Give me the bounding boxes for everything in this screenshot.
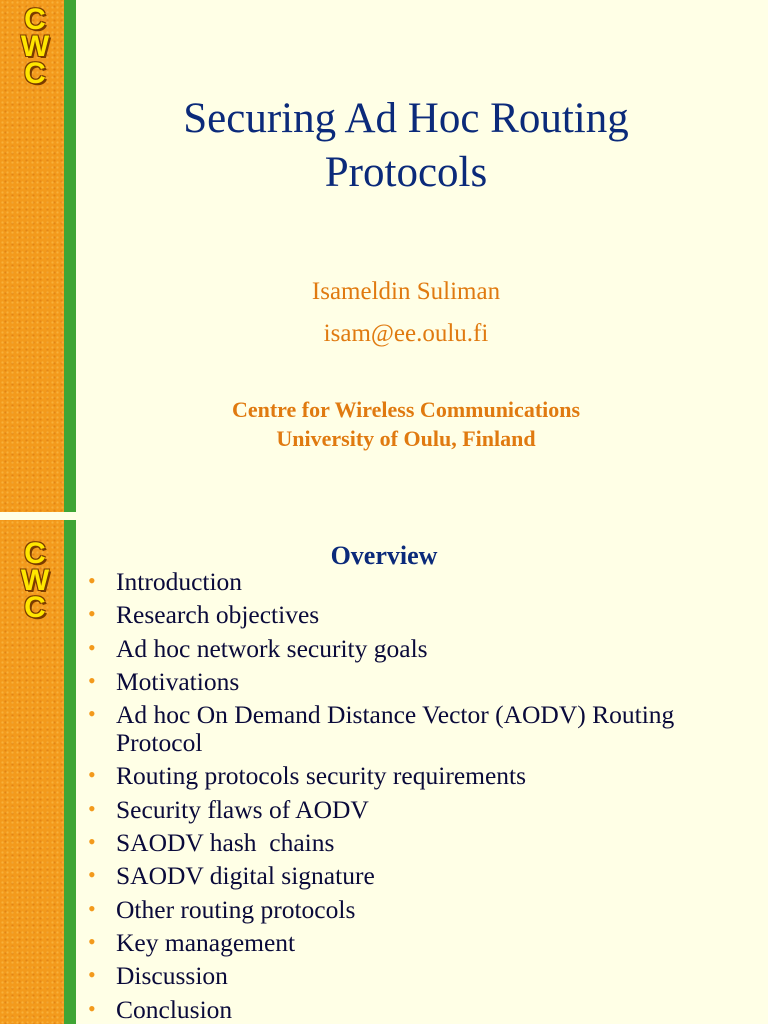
side-green-bar [64,0,76,512]
list-item [88,829,763,857]
organization-line-2: University of Oulu, Finland [276,426,536,451]
logo-letter: W [20,564,50,597]
list-item-label: Ad hoc On Demand Distance Vector (AODV) Routing Protocol [116,700,675,758]
logo-letter: C [24,591,46,624]
title-line-2: Protocols [324,149,488,196]
list-item [88,796,763,824]
list-item [88,862,763,890]
list-item [88,962,763,990]
bullet-dot-icon: • [88,667,96,693]
list-item [88,896,763,924]
logo-letter: W [20,30,50,63]
list-item-label: SAODV digital signature [116,861,375,891]
list-item-label: Other routing protocols [116,894,356,924]
organization-line-1: Centre for Wireless Communications [231,397,581,422]
bullet-dot-icon: • [88,962,96,988]
bullet-dot-icon: • [88,795,96,821]
list-item-label: Routing protocols security requirements [116,761,527,791]
slide-title [76,92,736,200]
bullet-dot-icon: • [88,928,96,954]
author-name: Isameldin Suliman [311,278,501,305]
list-item-label: Motivations [116,666,240,696]
list-item-label: SAODV hash chains [116,828,335,858]
list-item-label: Security flaws of AODV [116,794,369,824]
logo-letter: C [24,57,46,90]
list-item-label: Conclusion [116,994,233,1024]
bullet-dot-icon: • [88,895,96,921]
author-email: isam@ee.oulu.fi [323,320,489,347]
list-item [88,568,763,596]
bullet-dot-icon: • [88,762,96,788]
overview-title: Overview [330,541,438,570]
overview-slide [0,520,768,1024]
list-item [88,701,763,757]
logo-letter: C [24,3,46,36]
bullet-dot-icon: • [88,829,96,855]
title-line-1: Securing Ad Hoc Routing [183,95,629,142]
list-item [88,601,763,629]
overview-list [88,568,763,1024]
bullet-dot-icon: • [88,995,96,1021]
list-item-label: Discussion [116,961,228,991]
bullet-dot-icon: • [88,701,96,727]
bullet-dot-icon: • [88,862,96,888]
list-item-label: Introduction [116,567,243,596]
bullet-dot-icon: • [88,601,96,627]
list-item-label: Ad hoc network security goals [116,633,428,663]
list-item [88,996,763,1024]
organization [76,395,736,453]
bullet-dot-icon: • [88,634,96,660]
list-item [88,668,763,696]
cwc-logo [10,3,60,90]
bullet-dot-icon: • [88,568,96,593]
list-item [88,762,763,790]
logo-letter: C [24,537,46,570]
list-item [88,635,763,663]
list-item-label: Research objectives [116,600,320,630]
list-item [88,929,763,957]
side-green-bar [64,520,76,1024]
list-item-label: Key management [116,927,296,957]
